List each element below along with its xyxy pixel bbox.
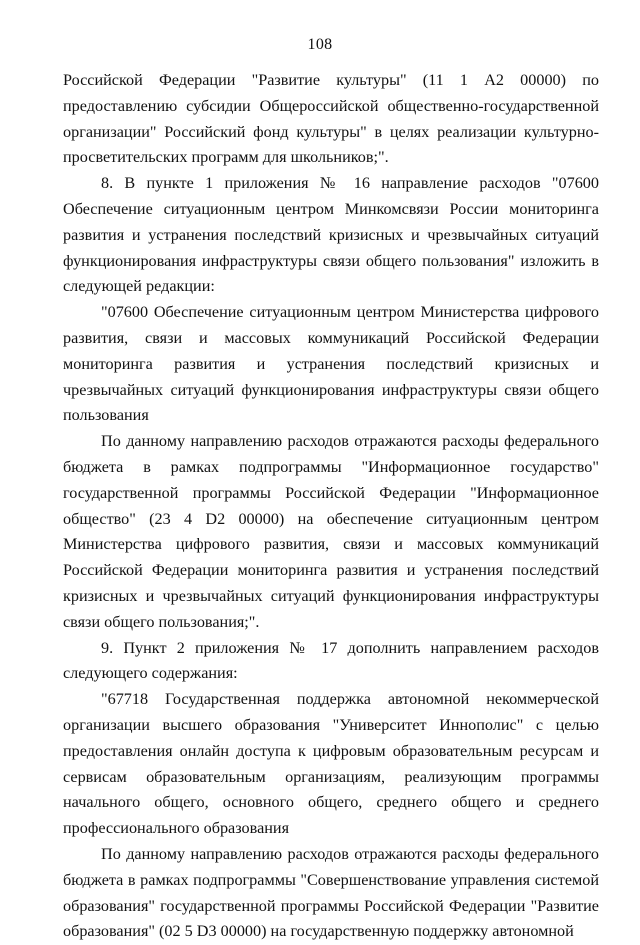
paragraph-3: "07600 Обеспечение ситуационным центром Министерства цифрового развития, связи и массовых коммуникаций Российской Федерации мониторинга развития и устранения последствий кризисных и чрезвычайных ситуаций функционирования инфраструктуры связи общего пользования xyxy=(63,303,599,425)
page-number: 108 xyxy=(307,36,333,53)
paragraph-7: По данному направлению расходов отражаются расходы федерального бюджета в рамках подпрограммы "Совершенствование управления системой образования" государственной программы Российской Федерации "Развитие образования" (02 5 D3 00000) на государственную поддержку автономной xyxy=(63,844,599,941)
paragraph-4: По данному направлению расходов отражаются расходы федерального бюджета в рамках подпрограммы "Информационное государство" государственной программы Российской Федерации "Информационное общество" (23 4 D2 00000) на обеспечение ситуационным центром Министерства цифрового развития, связи и массовых коммуникаций Российской Федерации мониторинга развития и устранения последствий кризисных и чрезвычайных ситуаций функционирования инфраструктуры связи общего пользования;". xyxy=(63,432,599,631)
paragraph-2: 8. В пункте 1 приложения № 16 направление расходов "07600 Обеспечение ситуационным центром Минкомсвязи России мониторинга развития и устранения последствий кризисных и чрезвычайных ситуаций функционирования инфраструктуры связи общего пользования" изложить в следующей редакции: xyxy=(63,174,599,296)
document-body xyxy=(63,68,599,945)
paragraph-5: 9. Пункт 2 приложения № 17 дополнить направлением расходов следующего содержания: xyxy=(63,638,599,683)
paragraph-1: Российской Федерации "Развитие культуры" (11 1 А2 00000) по предоставлению субсидии Общероссийской общественно-государственной организации" Российский фонд культуры" в целях реализации культурно-просветительских программ для школьников;". xyxy=(63,71,599,167)
paragraph-6: "67718 Государственная поддержка автономной некоммерческой организации высшего образования "Университет Иннополис" с целью предоставления онлайн доступа к цифровым образовательным ресурсам и сервисам образовательным организациям, реализующим программы начального общего, основного общего, среднего общего и среднего профессионального образования xyxy=(63,690,599,838)
